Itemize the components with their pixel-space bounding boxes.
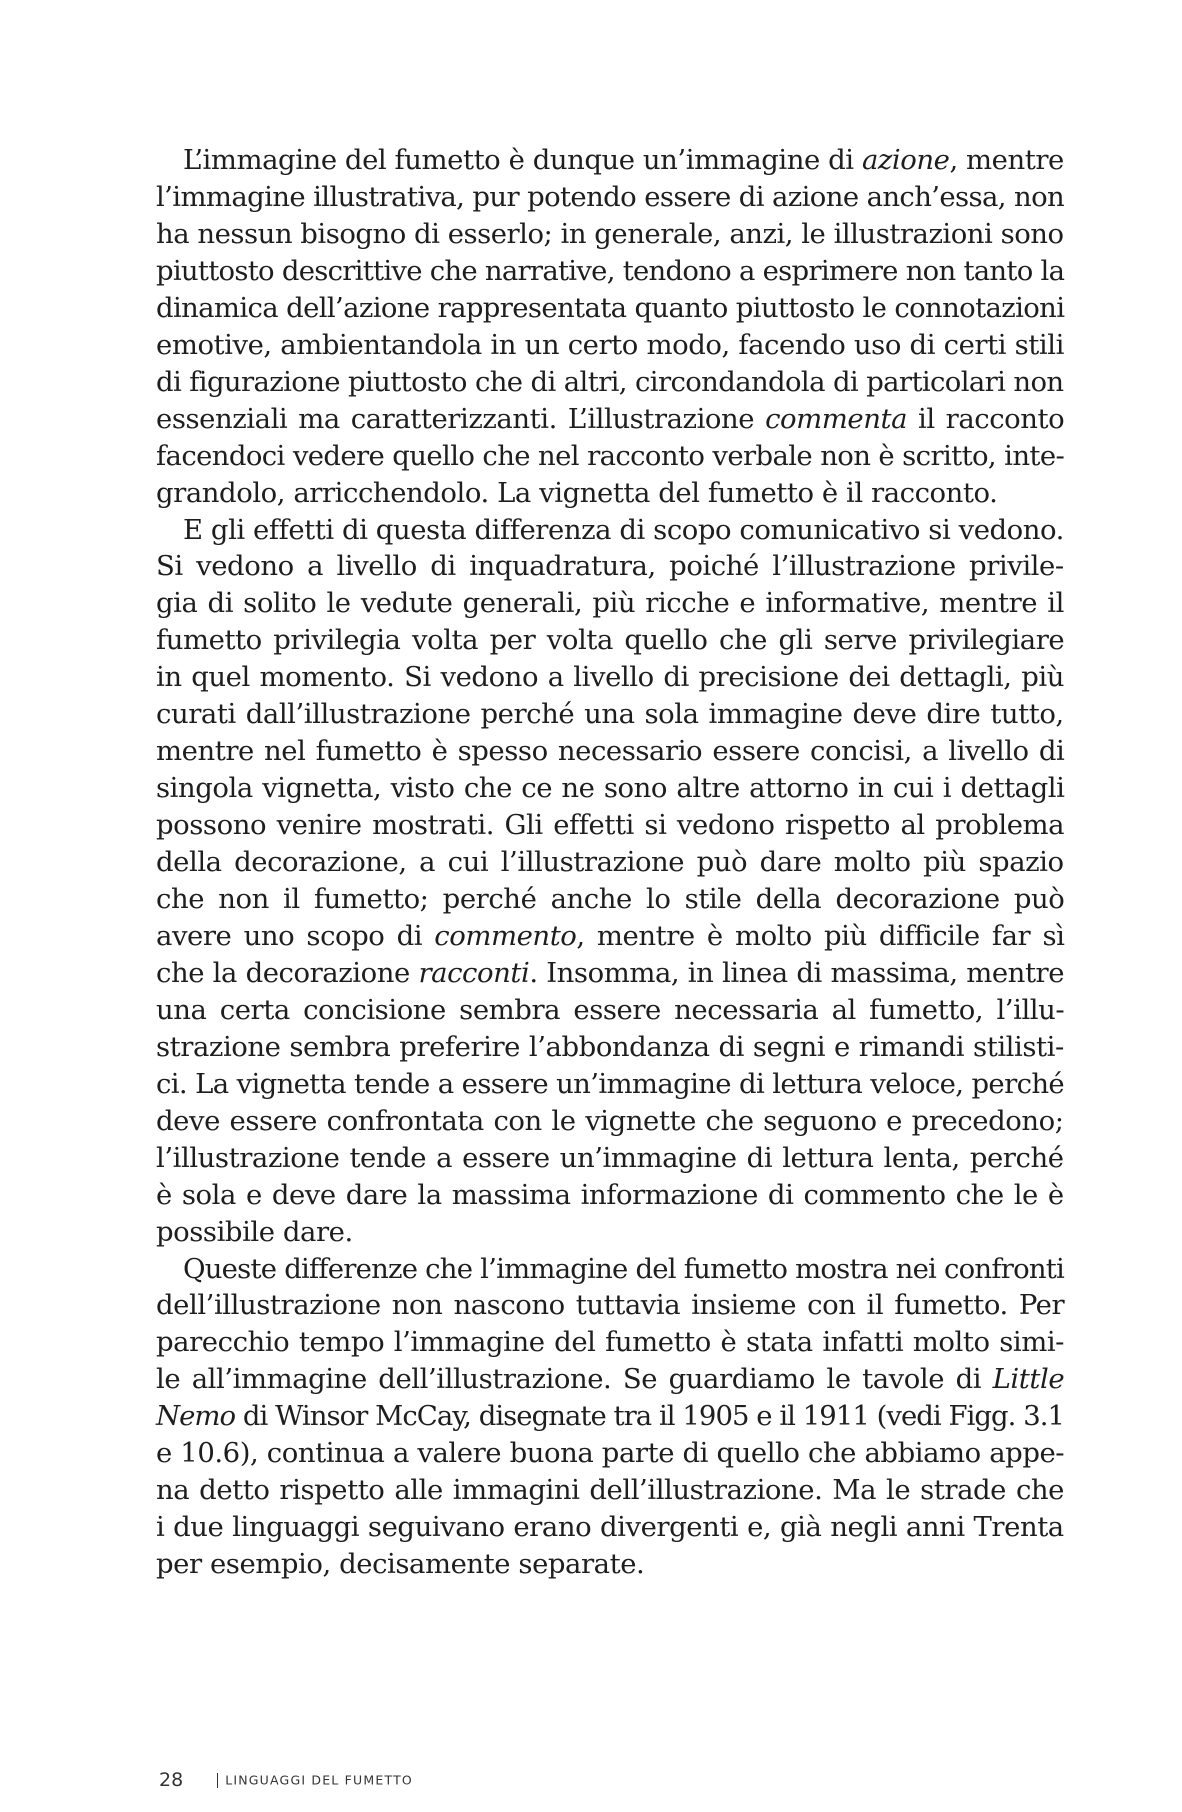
text-line (156, 289, 1064, 328)
text-run: emotive, ambientandola in un certo modo, facendo uso di certi stili (156, 329, 1064, 361)
italic-term: Nemo (156, 1400, 236, 1432)
text-run: E gli effetti di questa differenza di scopo comunicativo si vedono. (183, 514, 1064, 546)
text-run: curati dall’illustrazione perché una sola immagine deve dire tutto, (156, 698, 1064, 730)
text-run: deve essere confrontata con le vignette che seguono e precedono; (156, 1105, 1064, 1137)
text-line (156, 400, 1064, 439)
text-run: na detto rispetto alle immagini dell’illustrazione. Ma le strade che (156, 1474, 1064, 1506)
text-run: i due linguaggi seguivano erano divergenti e, già negli anni Trenta (156, 1511, 1064, 1543)
text-run: piuttosto descrittive che narrative, tendono a esprimere non tanto la (156, 255, 1065, 287)
text-run: è sola e deve dare la massima informazione di commento che le è (156, 1179, 1064, 1211)
footer-separator (217, 1773, 218, 1788)
text-line (156, 769, 1064, 808)
text-run: strazione sembra preferire l’abbondanza di segni e rimandi stilisti- (156, 1031, 1064, 1063)
text-line (156, 1360, 1064, 1399)
text-line (156, 437, 1064, 476)
text-line (156, 1176, 1064, 1215)
text-run: fumetto privilegia volta per volta quello che gli serve privilegiare (156, 624, 1065, 656)
text-run: mentre nel fumetto è spesso necessario essere concisi, a livello di (156, 735, 1065, 767)
text-run: una certa concisione sembra essere necessaria al fumetto, l’illu- (156, 994, 1065, 1026)
text-run: , mentre è molto più difficile far sì (576, 920, 1065, 952)
text-run: singola vignetta, visto che ce ne sono altre attorno in cui i dettagli (156, 772, 1065, 804)
text-line (156, 1028, 1064, 1067)
text-run: gia di solito le vedute generali, più ricche e informative, mentre il (156, 587, 1064, 619)
text-run: essenziali ma caratterizzanti. L’illustrazione (156, 403, 766, 435)
text-run: facendoci vedere quello che nel racconto verbale non è scritto, inte- (156, 440, 1065, 472)
text-line (156, 1545, 644, 1584)
text-run: . Insomma, in linea di massima, mentre (529, 957, 1065, 989)
text-run: parecchio tempo l’immagine del fumetto è stata infatti molto simi- (156, 1326, 1065, 1358)
text-line (183, 1250, 1064, 1289)
text-line (156, 1471, 1064, 1510)
text-line (156, 363, 1064, 402)
text-line (156, 252, 1064, 291)
text-line (156, 880, 1064, 919)
page-footer (159, 1768, 413, 1792)
text-line (156, 621, 1064, 660)
text-line (156, 584, 1064, 623)
text-run: ha nessun bisogno di esserlo; in generale, anzi, le illustrazioni sono (156, 218, 1064, 250)
text-line (156, 695, 1064, 734)
text-line (156, 917, 1064, 956)
text-line (156, 954, 1064, 993)
text-run: per esempio, decisamente separate. (156, 1548, 645, 1580)
text-line (156, 1065, 1064, 1104)
text-run: dell’illustrazione non nascono tuttavia insieme con il fumetto. Per (156, 1289, 1065, 1321)
text-line (156, 843, 1064, 882)
italic-term: commento (434, 920, 577, 952)
text-run: in quel momento. Si vedono a livello di precisione dei dettagli, più (156, 661, 1064, 693)
text-line (156, 991, 1064, 1030)
italic-term: commenta (765, 403, 908, 435)
text-line (156, 178, 1064, 217)
text-line (156, 1397, 1064, 1436)
text-line (183, 511, 1064, 550)
text-run: l’illustrazione tende a essere un’immagine di lettura lenta, perché (156, 1142, 1064, 1174)
text-line (156, 1508, 1064, 1547)
text-run: di figurazione piuttosto che di altri, circondandola di particolari non (156, 366, 1064, 398)
italic-term: azione (861, 144, 950, 176)
text-run: della decorazione, a cui l’illustrazione può dare molto più spazio (156, 846, 1064, 878)
text-run: le all’immagine dell’illustrazione. Se guardiamo le tavole di (156, 1363, 993, 1395)
text-run: possibile dare. (156, 1216, 353, 1248)
text-line (156, 1139, 1064, 1178)
text-line (156, 1102, 1064, 1141)
text-run: possono venire mostrati. Gli effetti si vedono rispetto al problema (156, 809, 1065, 841)
text-line (156, 1323, 1064, 1362)
text-line (183, 141, 1064, 180)
text-run: Queste differenze che l’immagine del fumetto mostra nei confronti (183, 1253, 1065, 1285)
text-line (156, 1286, 1064, 1325)
text-run: L’immagine del fumetto è dunque un’immagine di (183, 144, 862, 176)
italic-term: Little (992, 1363, 1065, 1395)
text-line (156, 547, 1064, 586)
text-run: grandolo, arricchendolo. La vignetta del fumetto è il racconto. (156, 477, 998, 509)
text-line (156, 215, 1064, 254)
text-run: l’immagine illustrativa, pur potendo essere di azione anch’essa, non (156, 181, 1065, 213)
text-line (156, 474, 997, 513)
italic-term: racconti (418, 957, 530, 989)
text-run: Si vedono a livello di inquadratura, poiché l’illustrazione privile- (156, 550, 1064, 582)
text-line (156, 1434, 1064, 1473)
text-run: dinamica dell’azione rappresentata quanto piuttosto le connotazioni (156, 292, 1065, 324)
text-run: di Winsor McCay, disegnate tra il 1905 e il 1911 (vedi Figg. 3.1 (235, 1400, 1065, 1432)
text-run: e 10.6), continua a valere buona parte di quello che abbiamo appe- (156, 1437, 1065, 1469)
page-number: 28 (159, 1769, 184, 1791)
running-head: LINGUAGGI DEL FUMETTO (225, 1772, 413, 1788)
text-run: che la decorazione (156, 957, 419, 989)
text-run: il racconto (907, 403, 1065, 435)
text-run: avere uno scopo di (156, 920, 435, 952)
text-line (156, 806, 1064, 845)
text-line (156, 732, 1064, 771)
text-line (156, 658, 1064, 697)
text-run: , mentre (949, 144, 1064, 176)
text-run: ci. La vignetta tende a essere un’immagine di lettura veloce, perché (156, 1068, 1065, 1100)
text-line (156, 326, 1064, 365)
text-run: che non il fumetto; perché anche lo stile della decorazione può (156, 883, 1065, 915)
text-line (156, 1213, 353, 1252)
